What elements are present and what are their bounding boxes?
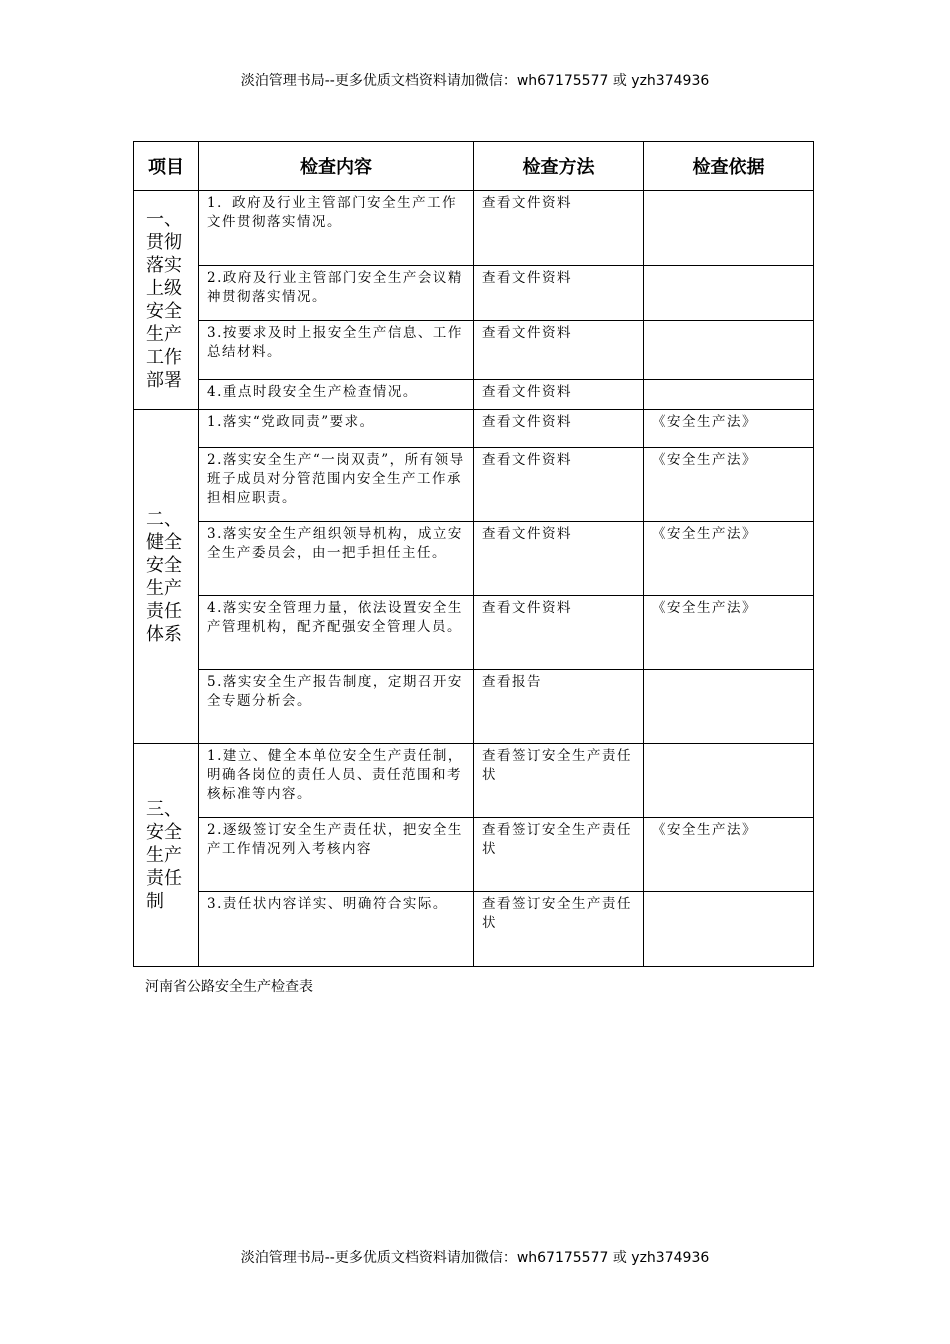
footer-watermark-note: 淡泊管理书局--更多优质文档资料请加微信：wh67175577 或 yzh374936 [240,1250,710,1266]
table-row [134,410,814,448]
content-cell: 3.按要求及时上报安全生产信息、工作总结材料。 [199,321,474,380]
header-watermark-note: 淡泊管理书局--更多优质文档资料请加微信：wh67175577 或 yzh374936 [240,73,710,89]
table-row [134,670,814,744]
section-label [134,191,199,410]
table-row [134,596,814,670]
section-label [134,744,199,967]
section-label-text: 二、健全安全生产责任体系 [146,508,182,645]
table-row [134,321,814,380]
section-label [134,410,199,744]
table-row [134,191,814,266]
method-cell: 查看文件资料 [474,266,644,321]
method-cell: 查看文件资料 [474,596,644,670]
basis-cell: 《安全生产法》 [644,522,814,596]
method-cell: 查看文件资料 [474,380,644,410]
table-row [134,818,814,892]
content-cell: 3.责任状内容详实、明确符合实际。 [199,892,474,967]
method-cell: 查看报告 [474,670,644,744]
content-cell: 2.落实安全生产“一岗双责”，所有领导班子成员对分管范围内安全生产工作承担相应职责。 [199,448,474,522]
basis-cell: 《安全生产法》 [644,448,814,522]
method-cell: 查看文件资料 [474,410,644,448]
content-cell: 1．政府及行业主管部门安全生产工作文件贯彻落实情况。 [199,191,474,266]
basis-cell [644,380,814,410]
header-content: 检查内容 [199,142,474,191]
basis-cell: 《安全生产法》 [644,818,814,892]
basis-cell [644,266,814,321]
method-cell: 查看文件资料 [474,448,644,522]
table-row [134,892,814,967]
header-method: 检查方法 [474,142,644,191]
method-cell: 查看文件资料 [474,321,644,380]
header-basis: 检查依据 [644,142,814,191]
content-cell: 1.建立、健全本单位安全生产责任制，明确各岗位的责任人员、责任范围和考核标准等内容。 [199,744,474,818]
method-cell: 查看签订安全生产责任状 [474,892,644,967]
basis-cell [644,670,814,744]
method-cell: 查看签订安全生产责任状 [474,818,644,892]
table-row [134,744,814,818]
basis-cell: 《安全生产法》 [644,596,814,670]
content-cell: 4.落实安全管理力量，依法设置安全生产管理机构，配齐配强安全管理人员。 [199,596,474,670]
content-cell: 3.落实安全生产组织领导机构，成立安全生产委员会，由一把手担任主任。 [199,522,474,596]
method-cell: 查看签订安全生产责任状 [474,744,644,818]
method-cell: 查看文件资料 [474,522,644,596]
basis-cell [644,744,814,818]
basis-cell: 《安全生产法》 [644,410,814,448]
basis-cell [644,191,814,266]
safety-inspection-table [133,141,814,967]
basis-cell [644,892,814,967]
table-row [134,522,814,596]
header-item: 项目 [134,142,199,191]
section-label-text: 三、安全生产责任制 [146,798,182,912]
content-cell: 2.逐级签订安全生产责任状，把安全生产工作情况列入考核内容 [199,818,474,892]
table-row [134,380,814,410]
method-cell: 查看文件资料 [474,191,644,266]
table-row [134,266,814,321]
content-cell: 2.政府及行业主管部门安全生产会议精神贯彻落实情况。 [199,266,474,321]
content-cell: 1.落实“党政同责”要求。 [199,410,474,448]
table-header-row [134,142,814,191]
basis-cell [644,321,814,380]
content-cell: 5.落实安全生产报告制度，定期召开安全专题分析会。 [199,670,474,744]
table-row [134,448,814,522]
section-label-text: 一、贯彻落实上级安全生产工作部署 [146,209,182,391]
table-caption: 河南省公路安全生产检查表 [145,979,313,995]
content-cell: 4.重点时段安全生产检查情况。 [199,380,474,410]
